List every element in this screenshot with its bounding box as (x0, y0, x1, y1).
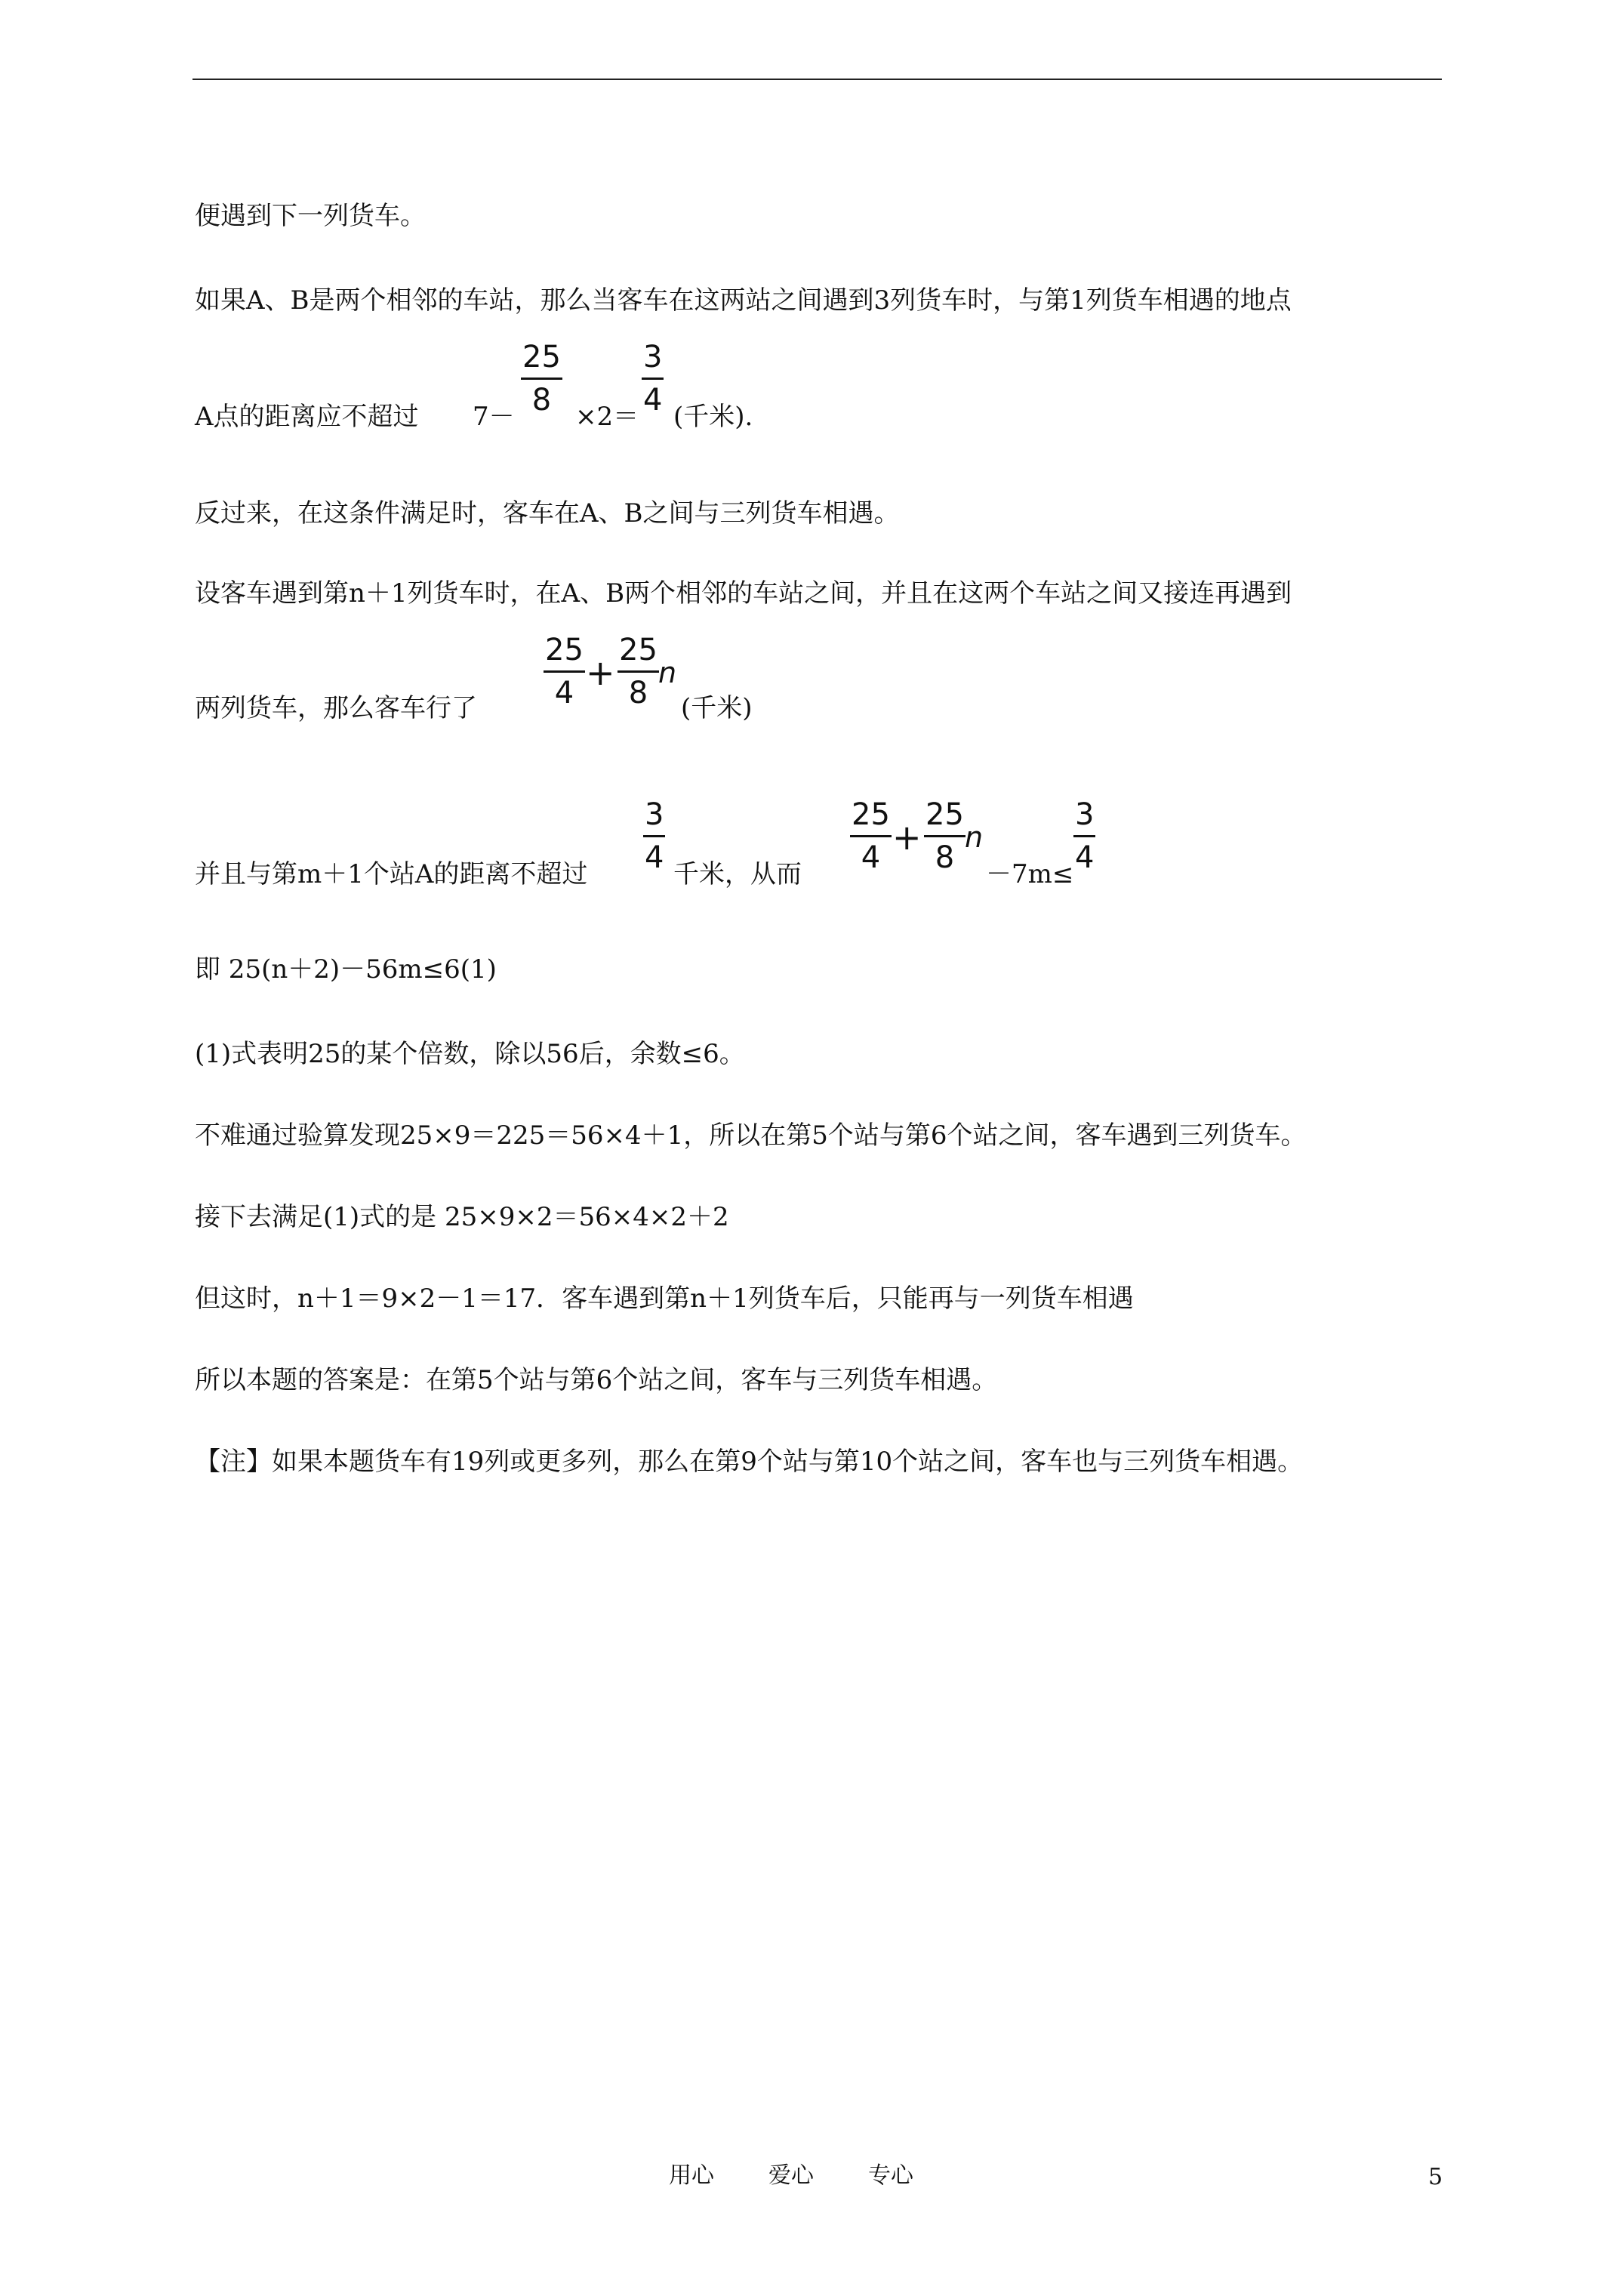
text-line-3-times: ×2＝ (575, 402, 639, 432)
fraction-bar (643, 835, 665, 837)
text-line-10: 不难通过验算发现25×9＝225＝56×4＋1，所以在第5个站与第6个站之间，客车遇到三列货车。 (195, 1120, 1307, 1151)
fraction-bar (1073, 835, 1095, 837)
fraction-denominator: 8 (628, 676, 648, 710)
fraction-25-over-8 (617, 633, 659, 710)
text-line-7-prefix: 并且与第m＋1个站A的距离不超过 (195, 859, 588, 889)
text-line-7-mid: 千米，从而 (673, 859, 802, 889)
text-line-11: 接下去满足(1)式的是 25×9×2＝56×4×2＋2 (195, 1202, 729, 1232)
footer-motto-1: 用心 (669, 2162, 714, 2189)
text-line-3-seven: 7－ (473, 402, 515, 432)
fraction-25-over-4 (850, 797, 892, 875)
text-line-5: 设客车遇到第n＋1列货车时，在A、B两个相邻的车站之间，并且在这两个车站之间又接连再遇到 (195, 578, 1292, 609)
plus-sign: + (892, 817, 922, 858)
fraction-3-over-4 (643, 797, 665, 875)
fraction-denominator: 4 (554, 676, 574, 710)
text-line-9: (1)式表明25的某个倍数，除以56后，余数≤6。 (195, 1039, 745, 1069)
fraction-denominator: 4 (645, 840, 664, 875)
text-line-3-unit: (千米). (673, 402, 753, 432)
fraction-25-over-8 (521, 340, 562, 418)
page-number: 5 (1428, 2164, 1443, 2190)
footer-motto-2: 爱心 (768, 2162, 814, 2189)
fraction-3-over-4 (1073, 797, 1095, 875)
fraction-denominator: 4 (861, 840, 881, 875)
variable-n: n (658, 656, 677, 689)
fraction-denominator: 4 (643, 383, 663, 418)
text-line-2: 如果A、B是两个相邻的车站，那么当客车在这两站之间遇到3列货车时，与第1列货车相遇的地点 (195, 285, 1292, 316)
fraction-numerator: 3 (645, 797, 664, 832)
variable-n: n (965, 821, 984, 854)
footer-motto-3: 专心 (868, 2162, 913, 2189)
text-line-14-note: 【注】如果本题货车有19列或更多列，那么在第9个站与第10个站之间，客车也与三列货车相遇。 (195, 1447, 1304, 1477)
fraction-numerator: 25 (925, 797, 964, 832)
text-line-3-prefix: A点的距离应不超过 (195, 402, 419, 432)
fraction-bar (544, 670, 585, 673)
fraction-numerator: 3 (643, 340, 663, 374)
fraction-25-over-4 (544, 633, 585, 710)
text-line-4: 反过来，在这条件满足时，客车在A、B之间与三列货车相遇。 (195, 498, 900, 529)
header-rule (192, 79, 1442, 80)
fraction-numerator: 25 (522, 340, 561, 374)
fraction-3-over-4 (642, 340, 664, 418)
fraction-bar (617, 670, 659, 673)
fraction-25-over-8 (924, 797, 965, 875)
text-line-6-unit: (千米) (681, 693, 753, 723)
text-line-6-prefix: 两列货车，那么客车行了 (195, 693, 477, 723)
text-line-12: 但这时，n＋1＝9×2－1＝17．客车遇到第n＋1列货车后，只能再与一列货车相遇 (195, 1284, 1134, 1314)
fraction-numerator: 25 (852, 797, 890, 832)
fraction-denominator: 8 (531, 383, 552, 418)
fraction-bar (924, 835, 965, 837)
fraction-numerator: 25 (545, 633, 584, 667)
text-line-13: 所以本题的答案是：在第5个站与第6个站之间，客车与三列货车相遇。 (195, 1365, 998, 1395)
fraction-denominator: 8 (935, 840, 955, 875)
text-line-1: 便遇到下一列货车。 (195, 201, 426, 231)
fraction-bar (521, 378, 562, 380)
fraction-bar (642, 378, 664, 380)
fraction-numerator: 3 (1075, 797, 1095, 832)
fraction-bar (850, 835, 892, 837)
text-line-8: 即 25(n＋2)－56m≤6(1) (195, 954, 497, 985)
plus-sign: + (586, 652, 615, 693)
text-line-7-inequality: －7m≤ (986, 859, 1074, 889)
fraction-denominator: 4 (1075, 840, 1095, 875)
fraction-numerator: 25 (619, 633, 658, 667)
